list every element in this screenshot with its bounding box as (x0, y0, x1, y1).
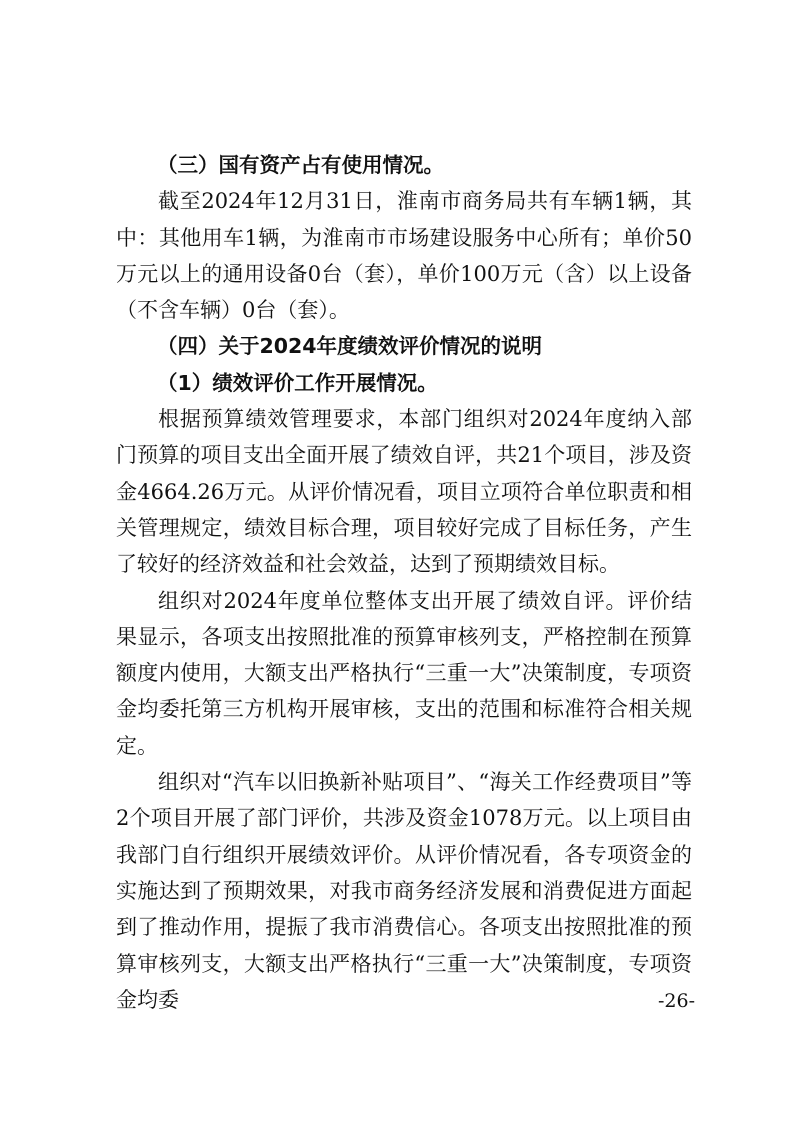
paragraph-overall-expenditure-evaluation: 组织对2024年度单位整体支出开展了绩效自评。评价结果显示，各项支出按照批准的预算审核列支，严格控制在预算额度内使用，大额支出严格执行“三重一大”决策制度，专项资金均委托第三方机构开展审核，支出的范围和标准符合相关规定。 (116, 588, 692, 758)
paragraph-self-evaluation-projects: 根据预算绩效管理要求，本部门组织对2024年度纳入部门预算的项目支出全面开展了绩效自评，共21个项目，涉及资金4664.26万元。从评价情况看，项目立项符合单位职责和相关管理规定，绩效目标合理，项目较好完成了目标任务，产生了较好的经济效益和社会效益，达到了预期绩效目标。 (116, 407, 692, 577)
subsection-heading-evaluation-work: （1）绩效评价工作开展情况。 (157, 370, 438, 395)
document-body (116, 147, 692, 1018)
page-number: -26- (657, 990, 695, 1012)
section-heading-state-assets: （三）国有资产占有使用情况。 (157, 153, 444, 177)
paragraph-department-evaluation: 组织对“汽车以旧换新补贴项目”、“海关工作经费项目”等2个项目开展了部门评价，共涉及资金1078万元。以上项目由我部门自行组织开展绩效评价。从评价情况看，各专项资金的实施达到了预期效果，对我市商务经济发展和消费促进方面起到了推动作用，提振了我市消费信心。各项支出按照批准的预算审核列支，大额支出严格执行“三重一大”决策制度，专项资金均委 (116, 770, 692, 1012)
section-heading-performance-evaluation: （四）关于2024年度绩效评价情况的说明 (157, 334, 543, 359)
paragraph-vehicles-equipment: 截至2024年12月31日，淮南市商务局共有车辆1辆，其中：其他用车1辆，为淮南市市场建设服务中心所有；单价50万元以上的通用设备0台（套），单价100万元（含）以上设备（不含车辆）0台（套）。 (116, 189, 692, 323)
